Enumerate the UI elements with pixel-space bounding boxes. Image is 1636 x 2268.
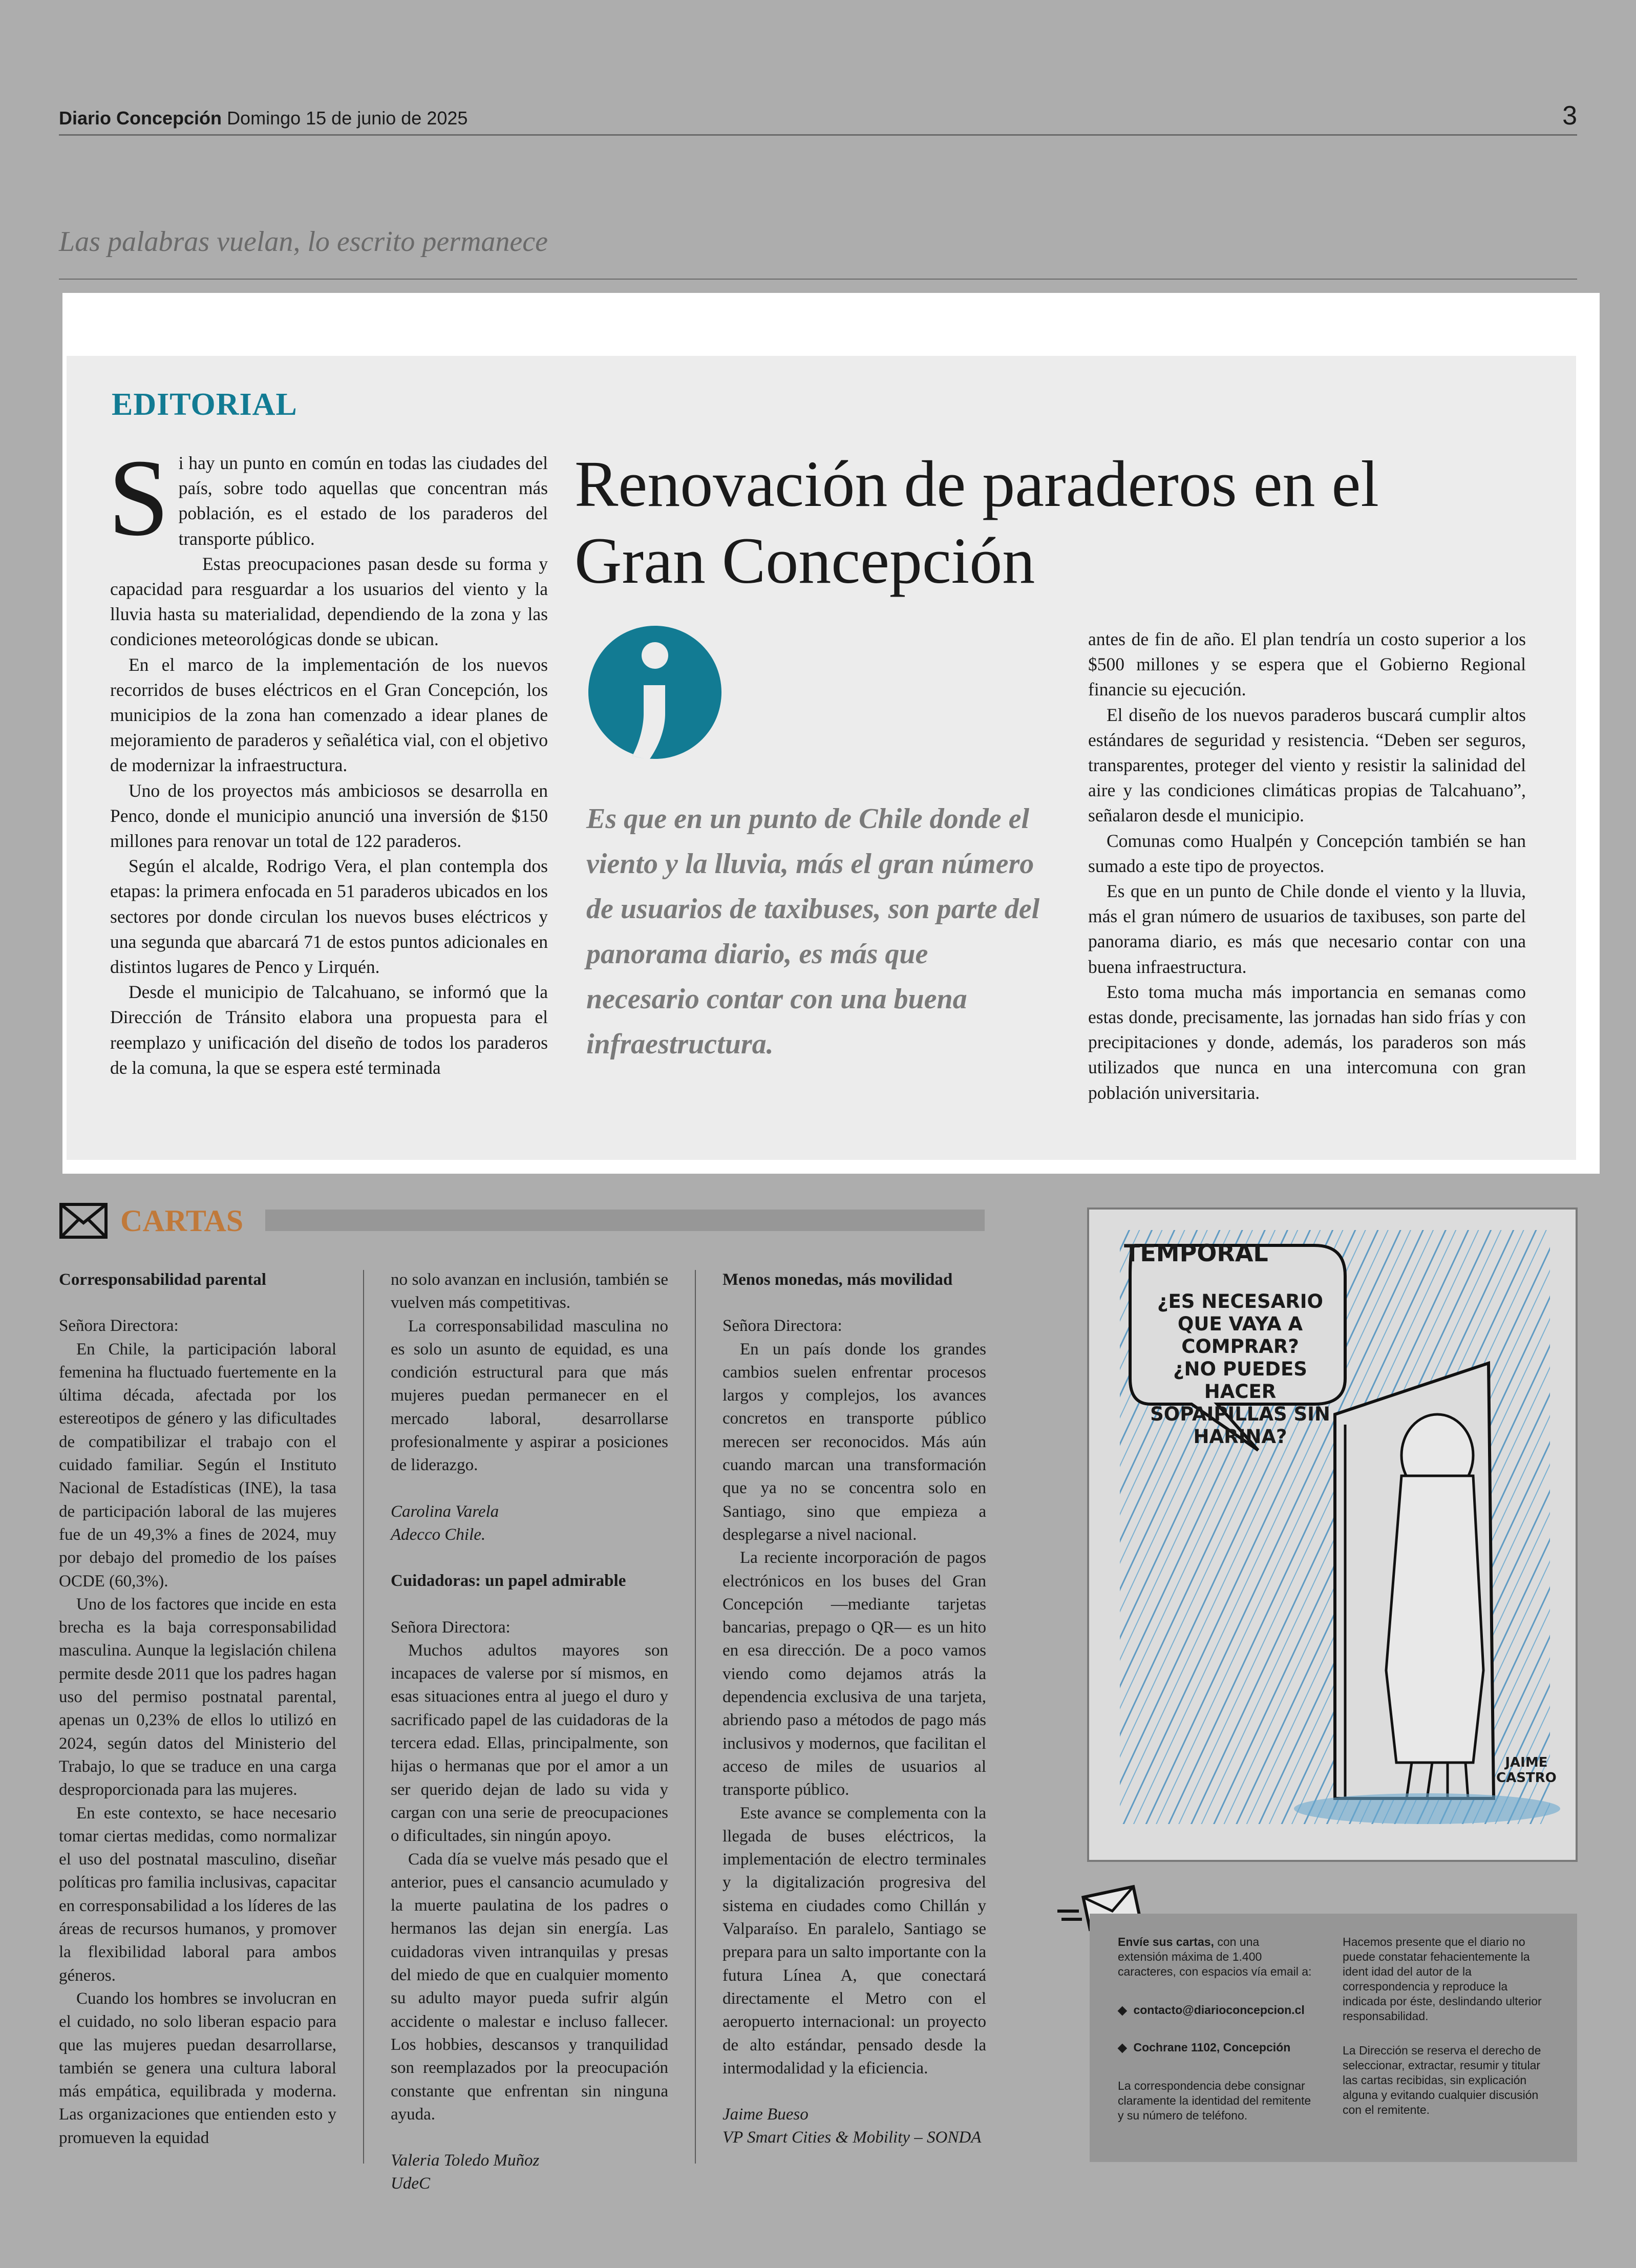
letter-signature: Jaime Bueso bbox=[723, 2105, 809, 2124]
info-disclaimer: Hacemos presente que el diario no puede constatar fehacientemente la ident idad del autor de la correspondencia y reproduce la indicada por éste, deslindando ulterior responsabilidad. bbox=[1343, 1935, 1542, 2023]
page-number: 3 bbox=[1562, 101, 1577, 131]
letter-paragraph: Cuando los hombres se involucran en el cuidado, no solo liberan espacio para que las mujeres puedan desarrollarse, también se genera una cultura laboral más empática, equilibrada y moderna. Las organizaciones que entienden esto y promueven la equidad bbox=[59, 1989, 336, 2147]
letter-title: Menos monedas, más movilidad bbox=[723, 1270, 953, 1289]
info-address: ◆ Cochrane 1102, Concepción bbox=[1118, 2041, 1291, 2054]
header-rule bbox=[59, 134, 1577, 136]
letter-paragraph: Cada día se vuelve más pesado que el anterior, pues el cansancio acumulado y la muerte paulatina de los padres o hermanos las dejan sin energía. Las cuidadoras viven intranquilas y presas del miedo de que en cualquier momento su adulto mayor pueda sufrir algún accidente o malestar e incluso fallecer. Los hobbies, descansos y tranquilidad son reemplazados por la preocupación constante que enfrentan sin ninguna ayuda. bbox=[391, 1850, 668, 2124]
pull-quote: Es que en un punto de Chile donde el viento y la lluvia, más el gran número de usuarios de taxibuses, son parte del panorama diario, es más que necesario contar con una buena infraestructura. bbox=[586, 803, 1040, 1060]
letter-paragraph: La corresponsabilidad masculina no es solo un asunto de equidad, es una condición estructural para que más mujeres puedan permanecer en el mercado laboral, desarrollarse profesionalmente y aspirar a posiciones de liderazgo. bbox=[391, 1317, 668, 1475]
letter-salutation: Señora Directora: bbox=[59, 1317, 179, 1336]
info-intro: Envíe sus cartas, con una extensión máxima de 1.400 caracteres, con espacios vía email a: bbox=[1118, 1935, 1312, 1978]
bubble-line: QUE VAYA A COMPRAR? bbox=[1177, 1313, 1303, 1358]
editorial-headline bbox=[575, 446, 1496, 599]
letter-paragraph: Este avance se complementa con la llegada de buses eléctricos, la implementación de electro terminales y la digitalización progresiva del sistema en ciudades como Chillán y Valparaíso. En paralelo, Santiago se prepara para un salto importante con la futura Línea A, que conectará directamente el Metro con el aeropuerto internacional: un proyecto de alto estándar, pensado desde la intermodalidad y la eficiencia. bbox=[723, 1804, 986, 2078]
editorial-label: EDITORIAL bbox=[112, 387, 298, 422]
bubble-line: SOPAIPILLAS SIN bbox=[1150, 1403, 1330, 1425]
letter-affiliation: UdeC bbox=[391, 2174, 430, 2193]
column-divider bbox=[363, 1270, 364, 2164]
cartas-bar bbox=[265, 1210, 985, 1231]
cartoonist-signature: JAIME CASTRO bbox=[1496, 1755, 1557, 1786]
motto-rule bbox=[59, 279, 1577, 280]
editorial-paragraph: Comunas como Hualpén y Concepción también se han sumado a este tipo de proyectos. bbox=[1088, 830, 1526, 876]
editorial-paragraph: Según el alcalde, Rodrigo Vera, el plan contempla dos etapas: la primera enfocada en 51 paraderos ubicados en los sectores por donde circulan los nuevos buses eléctricos y una segunda que abarcará 71 de estos puntos adicionales en distintos lugares de Penco y Lirquén. bbox=[110, 856, 548, 978]
bubble-line: HARINA? bbox=[1193, 1426, 1287, 1448]
letter-paragraph: Uno de los factores que incide en esta brecha es la baja corresponsabilidad masculina. Aunque la legislación chilena permite desde 2011 que los padres hagan uso del permiso postnatal parental, apenas un 0,23% de ellos lo utilizó en 2024, según datos del Ministerio del Trabajo, lo que se traduce en una carga desproporcionada para las mujeres. bbox=[59, 1595, 336, 1799]
letter-salutation: Señora Directora: bbox=[723, 1317, 842, 1336]
paper-name: Diario Concepción bbox=[59, 108, 222, 129]
editorial-paragraph: En el marco de la implementación de los nuevos recorridos de buses eléctricos en el Gran Concepción, los municipios de la zona han comenzado a idear planes de mejoramiento de paraderos y señalética vial, con el objetivo de modernizar la infraestructura. bbox=[110, 654, 548, 776]
letter-affiliation: Adecco Chile. bbox=[391, 1525, 486, 1544]
letter-title: Cuidadoras: un papel admirable bbox=[391, 1572, 626, 1591]
issue-date: Domingo 15 de junio de 2025 bbox=[227, 108, 468, 129]
info-note: La correspondencia debe consignar claramente la identidad del remitente y su número de teléfono. bbox=[1118, 2079, 1311, 2122]
letter-column-2 bbox=[391, 1268, 668, 2196]
bubble-line: ¿ES NECESARIO bbox=[1157, 1290, 1323, 1312]
editorial-paragraph: Desde el municipio de Talcahuano, se informó que la Dirección de Tránsito elabora una propuesta para el reemplazo y unificación del diseño de todos los paraderos de la comuna, la que se espera esté terminada bbox=[110, 982, 548, 1078]
info-rights: La Dirección se reserva el derecho de seleccionar, extractar, resumir y titular las cartas recibidas, sin explicación alguna y evitando cualquier discusión con el remitente. bbox=[1343, 2044, 1541, 2116]
info-right bbox=[1343, 1935, 1553, 2117]
letter-affiliation: VP Smart Cities & Mobility – SONDA bbox=[723, 2128, 982, 2147]
letter-salutation: Señora Directora: bbox=[391, 1618, 511, 1637]
letter-column-3 bbox=[723, 1268, 986, 2150]
letter-paragraph: En un país donde los grandes cambios suelen enfrentar procesos largos y complejos, los avances concretos en transporte público merecen ser reconocidos. Más aún cuando marcan una transformación que ya no se concentra solo en Santiago, sino que empieza a desplegarse a nivel nacional. bbox=[723, 1340, 986, 1544]
drop-cap: S bbox=[108, 436, 169, 559]
editorial-paragraph: antes de fin de año. El plan tendría un costo superior a los $500 millones y se espera que el Gobierno Regional financie su ejecución. bbox=[1088, 629, 1526, 700]
info-icon bbox=[586, 624, 724, 766]
editorial-left-column bbox=[108, 436, 548, 1080]
letter-paragraph: En este contexto, se hace necesario tomar ciertas medidas, como normalizar el uso del postnatal masculino, diseñar políticas pro familia inclusivas, capacitar en corresponsabilidad a los líderes de las áreas de recursos humanos, y promover la flexibilidad laboral para ambos géneros. bbox=[59, 1804, 336, 1985]
letter-paragraph: En Chile, la participación laboral femenina ha fluctuado fuertemente en la última década, afectada por los estereotipos de género y las dificultades de compatibilizar el trabajo con el cuidado familiar. Según el Instituto Nacional de Estadísticas (INE), la tasa de participación laboral de las mujeres fue de un 49,3% a fines de 2024, muy por debajo del promedio de los países OCDE (60,3%). bbox=[59, 1340, 336, 1591]
section-motto: Las palabras vuelan, lo escrito permanece bbox=[59, 226, 548, 258]
headline-line-1: Renovación de paraderos en el bbox=[575, 448, 1379, 520]
masthead bbox=[59, 108, 468, 129]
letter-title: Corresponsabilidad parental bbox=[59, 1270, 266, 1289]
cartas-label: CARTAS bbox=[120, 1204, 244, 1238]
editorial-right-column bbox=[1088, 627, 1526, 1106]
editorial-paragraph: El diseño de los nuevos paraderos buscará cumplir altos estándares de seguridad y resistencia. “Deben ser seguros, transparentes, proteger del viento y resistir la salinidad del aire y las condiciones climáticas propias de Talcahuano”, señalaron desde el municipio. bbox=[1088, 704, 1526, 826]
column-divider bbox=[695, 1270, 696, 2164]
editorial-paragraph: Es que en un punto de Chile donde el viento y la lluvia, más el gran número de usuarios de taxibuses, son parte del panorama diario, es más que necesario contar con una buena infraestructura. bbox=[1088, 881, 1526, 977]
cartoon-title: TEMPORAL bbox=[1124, 1239, 1268, 1267]
letter-paragraph: Muchos adultos mayores son incapaces de valerse por sí mismos, en esas situaciones entra al juego el duro y sacrificado papel de las cuidadoras de la tercera edad. Ellas, principalmente, son hijas o hermanas que por el amor a un ser querido dejan de lado su vida y cargan con una serie de preocupaciones o dificultades, sin ningún apoyo. bbox=[391, 1641, 668, 1846]
cartoon-panel bbox=[1087, 1207, 1578, 1862]
editorial-paragraph: Si hay un punto en común en todas las ciudades del país, sobre todo aquellas que concentran más población, es el estado de los paraderos del transporte público. bbox=[108, 436, 548, 559]
person-body bbox=[1386, 1476, 1483, 1763]
letter-column-1 bbox=[59, 1268, 336, 2150]
editorial-paragraph: Esto toma mucha más importancia en semanas como estas donde, precisamente, las jornadas han sido frías y con precipitaciones y donde, además, los paraderos son más utilizados que nunca en una intercomuna con gran población universitaria. bbox=[1088, 981, 1526, 1103]
editorial-paragraph: Estas preocupaciones pasan desde su forma y capacidad para resguardar a los usuarios del viento y la lluvia hasta su materialidad, dependiendo de la zona y las condiciones meteorológicas donde se ubican. bbox=[110, 553, 548, 650]
cartoon-bubble-text bbox=[1138, 1290, 1343, 1448]
letter-signature: Carolina Varela bbox=[391, 1502, 499, 1521]
info-left bbox=[1118, 1935, 1312, 2123]
bubble-line: ¿NO PUEDES HACER bbox=[1173, 1358, 1307, 1403]
letter-paragraph: La reciente incorporación de pagos electrónicos en los buses del Gran Concepción —mediante tarjetas bancarias, prepago o QR— es un hito en esa dirección. De a poco vamos viendo como dejamos atrás la dependencia exclusiva de una tarjeta, abriendo paso a métodos de pago más inclusivos y modernos, que facilitan el acceso de miles de usuarios al transporte público. bbox=[723, 1549, 986, 1799]
info-email: ◆ contacto@diarioconcepcion.cl bbox=[1118, 2003, 1305, 2017]
letter-signature: Valeria Toledo Muñoz bbox=[391, 2151, 540, 2170]
letter-paragraph: no solo avanzan en inclusión, también se vuelven más competitivas. bbox=[391, 1270, 668, 1312]
editorial-paragraph: Uno de los proyectos más ambiciosos se desarrolla en Penco, donde el municipio anunció una inversión de $150 millones para renovar un total de 122 paraderos. bbox=[110, 780, 548, 852]
envelope-icon bbox=[59, 1202, 108, 1239]
headline-line-2: Gran Concepción bbox=[575, 524, 1035, 597]
